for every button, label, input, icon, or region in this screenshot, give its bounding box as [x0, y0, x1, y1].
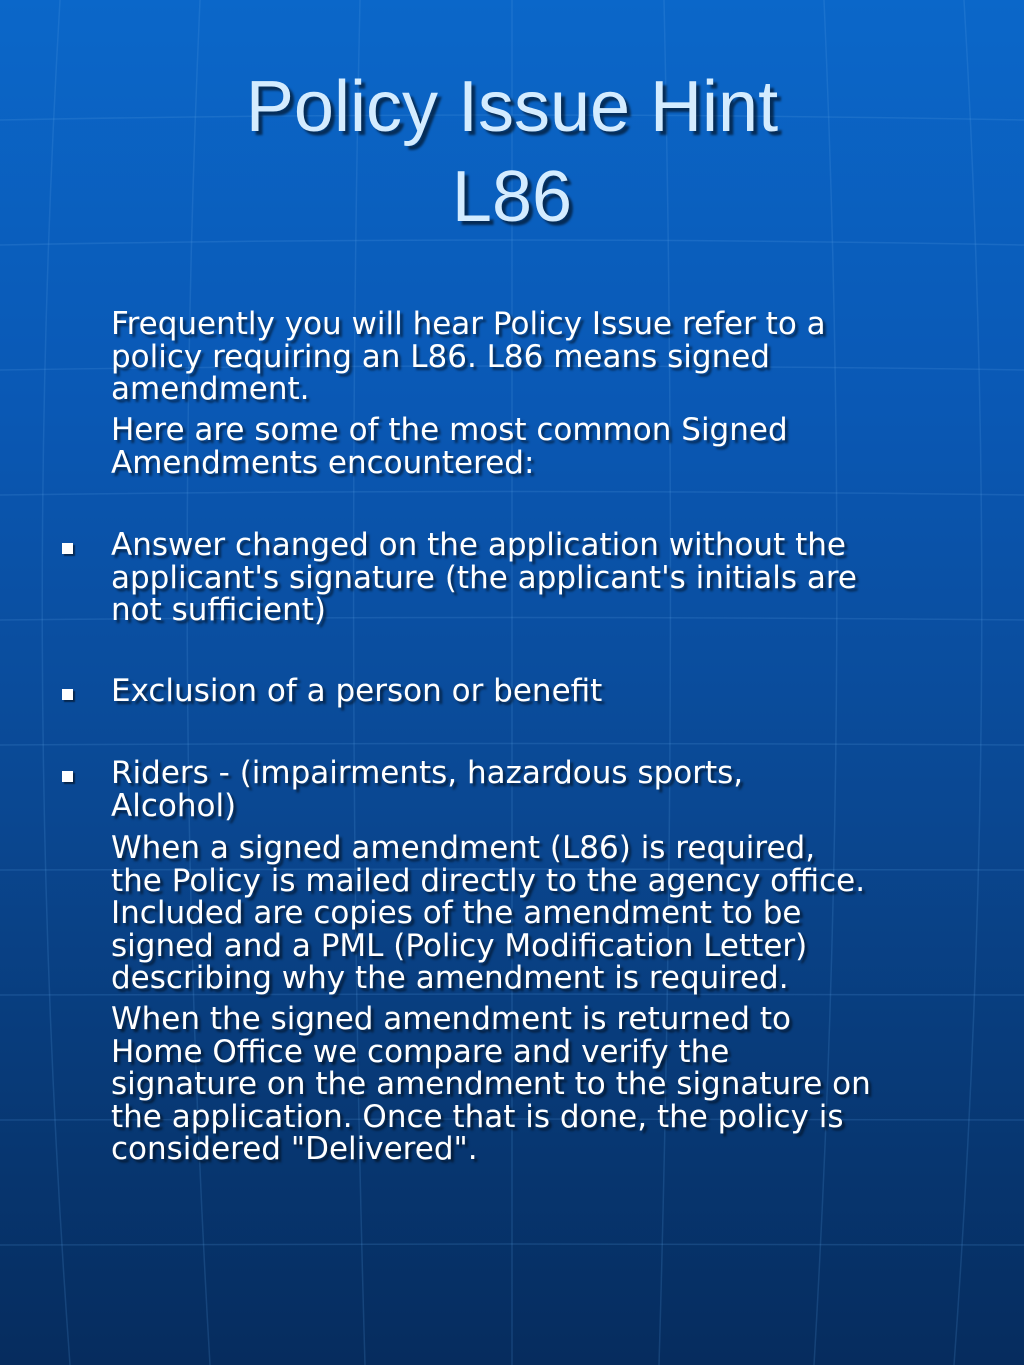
title-line-2: L86 [451, 157, 573, 237]
title-line-1: Policy Issue Hint [245, 67, 779, 147]
bullet-text: Riders - (impairments, hazardous sports, Alcohol) [111, 755, 744, 824]
square-bullet-icon [62, 543, 73, 554]
bullet-text: Answer changed on the application without the applicant's signature (the applicant's initials are not sufficient) [111, 527, 857, 628]
square-bullet-icon [62, 689, 73, 700]
intro-paragraph-1: Frequently you will hear Policy Issue refer to a policy requiring an L86. L86 means signed amendment. [111, 306, 826, 407]
bullet-text: Exclusion of a person or benefit [111, 673, 603, 709]
closing-paragraph-1: When a signed amendment (L86) is required, the Policy is mailed directly to the agency office. Included are copies of the amendment to be signed and a PML (Policy Modification Letter) describing why the amendment is required. [111, 830, 866, 996]
page-title [0, 62, 1024, 242]
closing-paragraph-2: When the signed amendment is returned to Home Office we compare and verify the signature on the amendment to the signature on the application. Once that is done, the policy is considered "Delivered". [111, 1001, 871, 1167]
intro-paragraph-2: Here are some of the most common Signed Amendments encountered: [111, 412, 788, 481]
square-bullet-icon [62, 771, 73, 782]
